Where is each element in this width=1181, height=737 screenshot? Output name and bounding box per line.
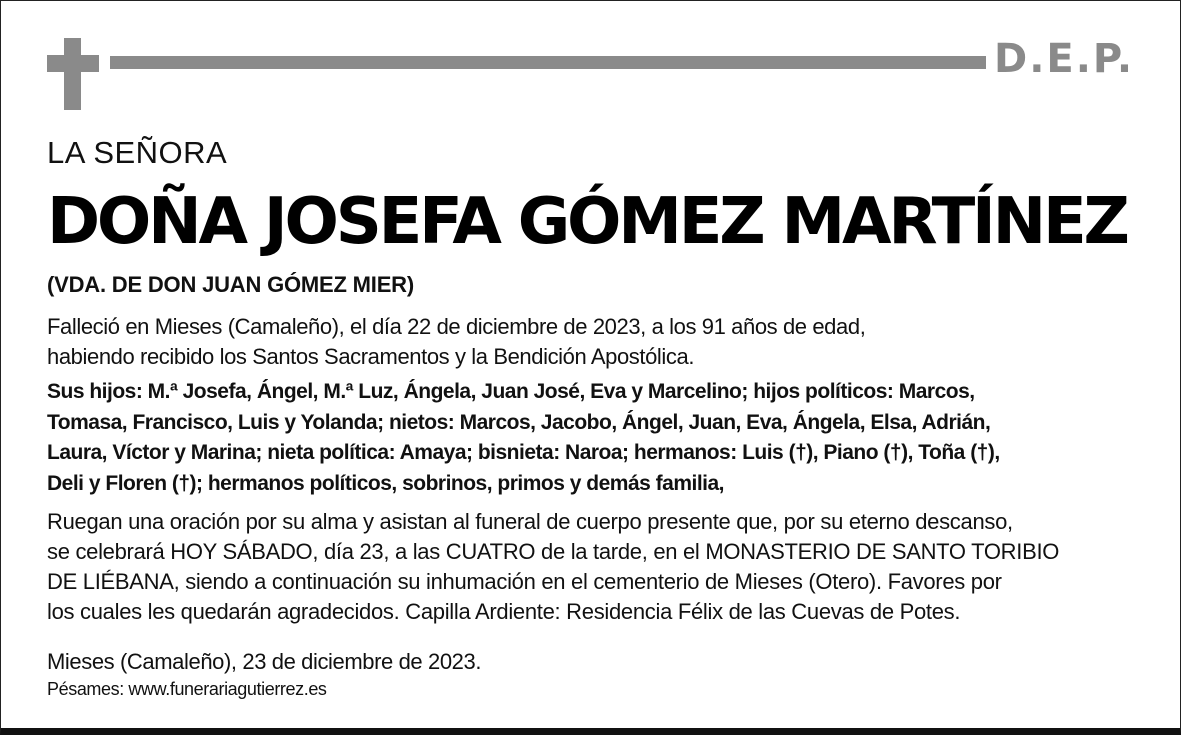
dep-label: D.E.P. — [994, 36, 1135, 82]
family-line: Sus hijos: M.ª Josefa, Ángel, M.ª Luz, Ángela, Juan José, Eva y Marcelino; hijos políticos: Marcos, — [47, 380, 975, 403]
cross-horizontal-bar — [47, 55, 99, 72]
cross-vertical-bar — [64, 38, 81, 110]
family-list — [47, 377, 1000, 499]
death-notice-line: habiendo recibido los Santos Sacramentos y la Bendición Apostólica. — [47, 344, 695, 369]
death-notice-line: Falleció en Mieses (Camaleño), el día 22 de diciembre de 2023, a los 91 años de edad, — [47, 314, 866, 339]
funeral-line: los cuales les quedarán agradecidos. Capilla Ardiente: Residencia Félix de las Cuevas de Potes. — [47, 599, 961, 624]
condolences-website: Pésames: www.funerariagutierrez.es — [47, 679, 327, 699]
family-line: Tomasa, Francisco, Luis y Yolanda; nietos: Marcos, Jacobo, Ángel, Juan, Eva, Ángela, Elsa, Adrián, — [47, 410, 991, 434]
cross-icon — [47, 38, 99, 110]
widow-of-line: (VDA. DE DON JUAN GÓMEZ MIER) — [47, 272, 414, 297]
funeral-notice — [47, 507, 1059, 627]
deceased-name: DOÑA JOSEFA GÓMEZ MARTÍNEZ — [47, 185, 1127, 259]
funeral-line: DE LIÉBANA, siendo a continuación su inhumación en el cementerio de Mieses (Otero). Favores por — [47, 569, 1002, 594]
family-line: Deli y Floren (†); hermanos políticos, sobrinos, primos y demás familia, — [47, 471, 725, 495]
family-line: Laura, Víctor y Marina; nieta política: Amaya; bisnieta: Naroa; hermanos: Luis (†), Piano (†), Toña (†), — [47, 441, 1000, 464]
death-notice — [47, 312, 865, 372]
intro-label: LA SEÑORA — [47, 135, 228, 170]
place-and-date: Mieses (Camaleño), 23 de diciembre de 2023. — [47, 649, 482, 674]
funeral-line: Ruegan una oración por su alma y asistan al funeral de cuerpo presente que, por su eterno descanso, — [47, 509, 1013, 534]
funeral-line: se celebrará HOY SÁBADO, día 23, a las CUATRO de la tarde, en el MONASTERIO DE SANTO TORIBIO — [47, 539, 1060, 564]
header-rule — [110, 56, 986, 69]
